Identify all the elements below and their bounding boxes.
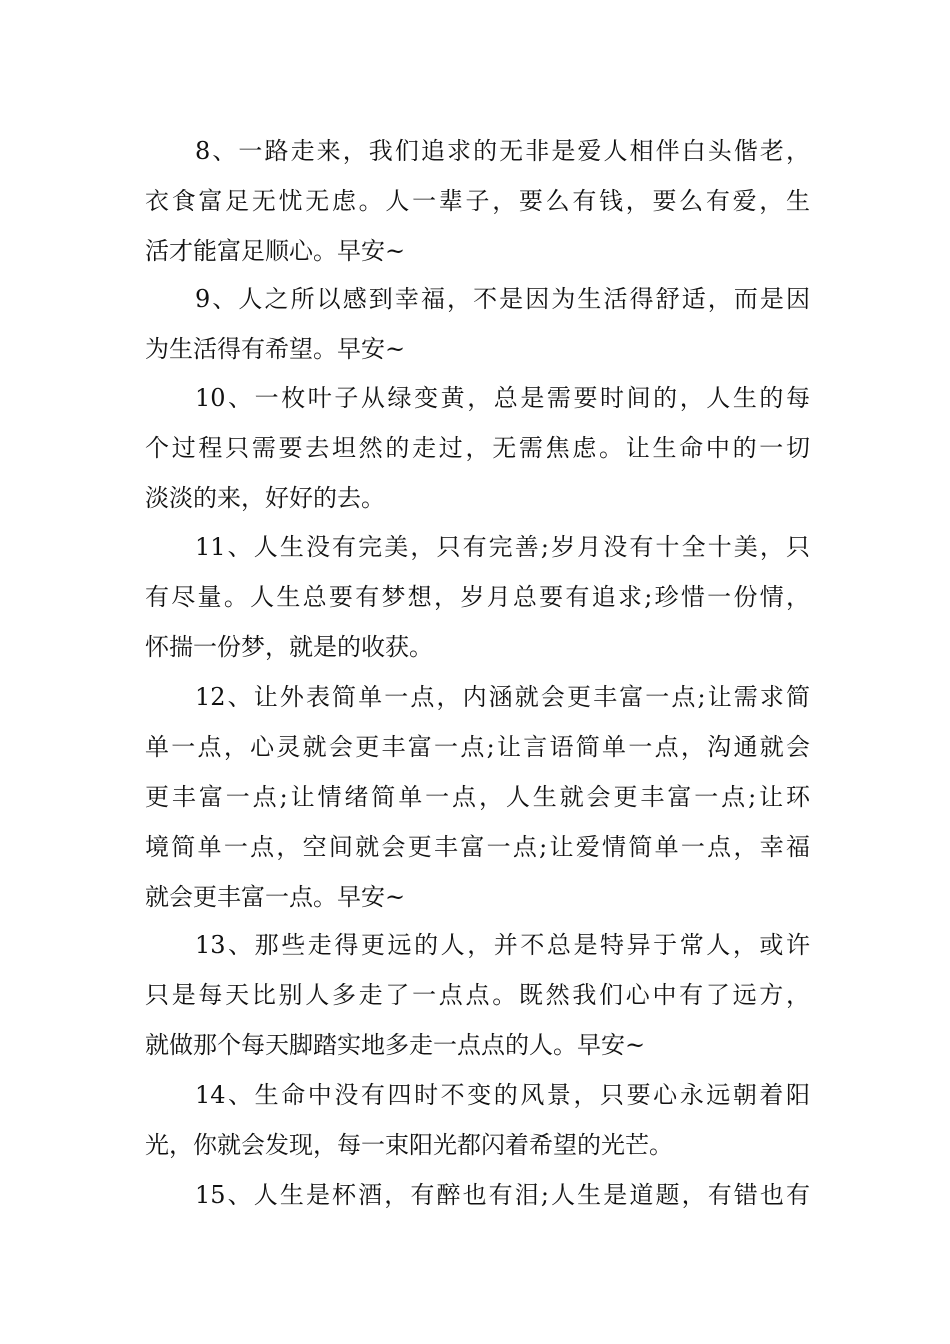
paragraph-line: 光，你就会发现，每一束阳光都闪着希望的光芒。 [145,1131,673,1159]
paragraph-line: 更丰富一点;让情绪简单一点，人生就会更丰富一点;让环 [145,783,810,811]
paragraph-line: 淡淡的来，好好的去。 [145,484,385,512]
paragraph-line: 8、一路走来，我们追求的无非是爱人相伴白头偕老， [195,137,810,165]
paragraph-line: 个过程只需要去坦然的走过，无需焦虑。让生命中的一切 [145,434,810,462]
paragraph-15 [145,1170,810,1220]
paragraph-line: 9、人之所以感到幸福，不是因为生活得舒适，而是因 [195,285,810,313]
paragraph-9 [145,274,810,374]
paragraph-line: 10、一枚叶子从绿变黄，总是需要时间的，人生的每 [195,384,810,412]
paragraph-13 [145,920,810,1070]
paragraph-line: 活才能富足顺心。早安~ [145,237,406,265]
paragraph-line: 境简单一点，空间就会更丰富一点;让爱情简单一点，幸福 [145,833,810,861]
paragraph-line: 13、那些走得更远的人，并不总是特异于常人，或许 [195,931,810,959]
paragraph-line: 就做那个每天脚踏实地多走一点点的人。早安~ [145,1031,646,1059]
paragraph-line: 为生活得有希望。早安~ [145,335,406,363]
paragraph-14 [145,1070,810,1170]
paragraph-8 [145,126,810,276]
paragraph-line: 15、人生是杯酒，有醉也有泪;人生是道题，有错也有 [195,1181,810,1209]
paragraph-line: 就会更丰富一点。早安~ [145,883,406,911]
paragraph-12 [145,672,810,922]
paragraph-line: 14、生命中没有四时不变的风景，只要心永远朝着阳 [195,1081,810,1109]
paragraph-line: 有尽量。人生总要有梦想，岁月总要有追求;珍惜一份情， [145,583,810,611]
paragraph-line: 12、让外表简单一点，内涵就会更丰富一点;让需求简 [195,683,810,711]
paragraph-10 [145,373,810,523]
paragraph-11 [145,522,810,672]
paragraph-line: 单一点，心灵就会更丰富一点;让言语简单一点，沟通就会 [145,733,810,761]
paragraph-line: 11、人生没有完美，只有完善;岁月没有十全十美，只 [195,533,810,561]
paragraph-line: 只是每天比别人多走了一点点。既然我们心中有了远方， [145,981,810,1009]
paragraph-line: 怀揣一份梦，就是的收获。 [145,633,433,661]
paragraph-line: 衣食富足无忧无虑。人一辈子，要么有钱，要么有爱，生 [145,187,810,215]
